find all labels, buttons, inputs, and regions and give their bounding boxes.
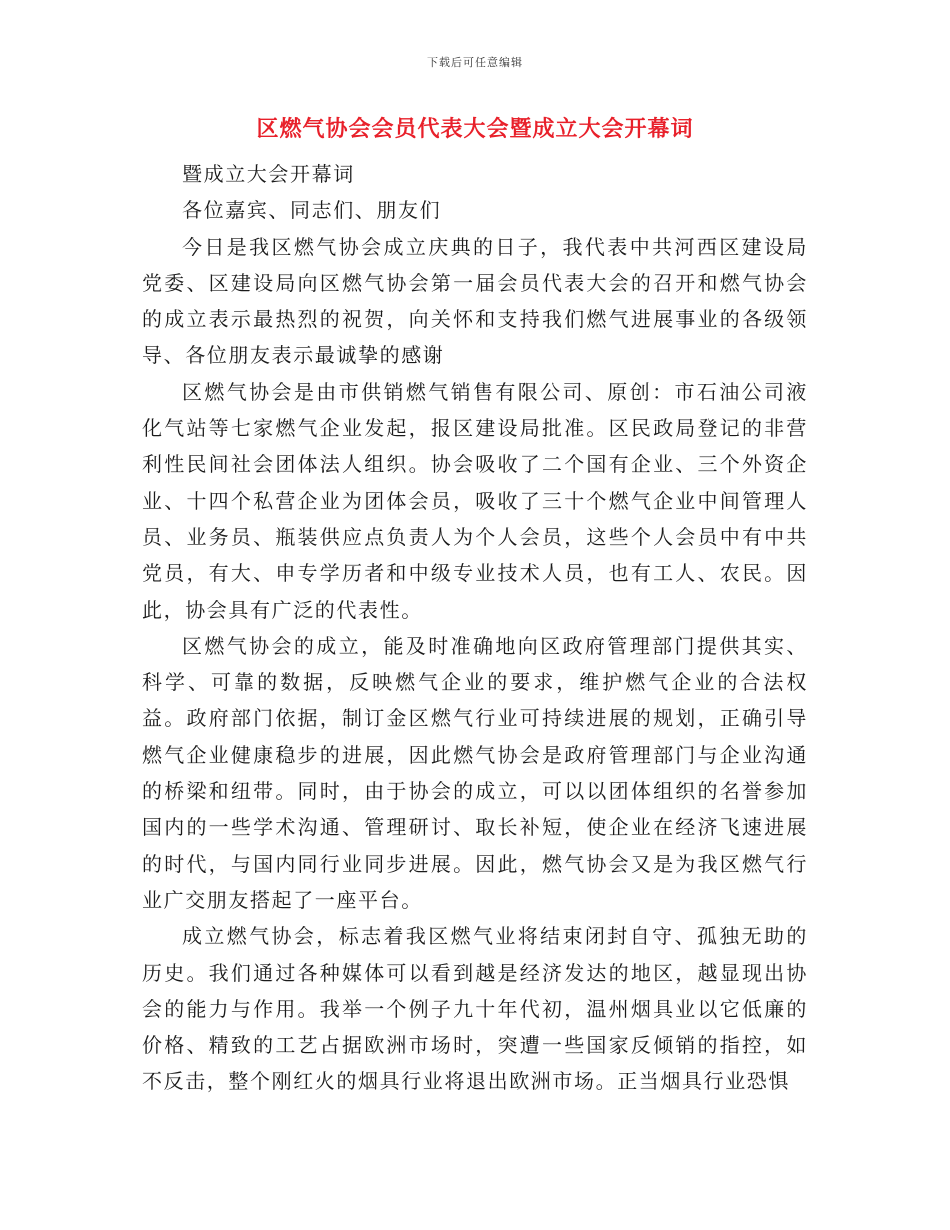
- paragraph: 区燃气协会的成立，能及时准确地向区政府管理部门提供其实、科学、可靠的数据，反映燃气企业的要求，维护燃气企业的合法权益。政府部门依据，制订金区燃气行业可持续进展的规划，正确引导燃气企业健康稳步的进展，因此燃气协会是政府管理部门与企业沟通的桥梁和纽带。同时，由于协会的成立，可以以团体组织的名誉参加国内的一些学术沟通、管理研讨、取长补短，使企业在经济飞速进展的时代，与国内同行业同步进展。因此，燃气协会又是为我区燃气行业广交朋友搭起了一座平台。: [142, 633, 808, 912]
- paragraph: 区燃气协会是由市供销燃气销售有限公司、原创：市石油公司液化气站等七家燃气企业发起，报区建设局批准。区民政局登记的非营利性民间社会团体法人组织。协会吸收了二个国有企业、三个外资企业、十四个私营企业为团体会员，吸收了三十个燃气企业中间管理人员、业务员、瓶装供应点负责人为个人会员，这些个人会员中有中共党员，有大、申专学历者和中级专业技术人员，也有工人、农民。因此，协会具有广泛的代表性。: [142, 379, 808, 622]
- paragraph-subtitle: 暨成立大会开幕词: [182, 162, 355, 186]
- paragraph: 今日是我区燃气协会成立庆典的日子，我代表中共河西区建设局党委、区建设局向区燃气协会第一届会员代表大会的召开和燃气协会的成立表示最热烈的祝贺，向关怀和支持我们燃气进展事业的各级领导、各位朋友表示最诚挚的感谢: [142, 234, 808, 368]
- page-header-note: 下载后可任意编辑: [427, 56, 523, 69]
- document-body: [142, 156, 808, 1100]
- paragraph-salutation: 各位嘉宾、同志们、朋友们: [182, 198, 442, 223]
- paragraph: 成立燃气协会，标志着我区燃气业将结束闭封自守、孤独无助的历史。我们通过各种媒体可以看到越是经济发达的地区，越显现出协会的能力与作用。我举一个例子九十年代初，温州烟具业以它低廉的价格、精致的工艺占据欧洲市场时，突遭一些国家反倾销的指控，如不反击，整个刚红火的烟具行业将退出欧洲市场。正当烟具行业恐惧: [142, 924, 808, 1094]
- document-title: 区燃气协会会员代表大会暨成立大会开幕词: [256, 117, 694, 142]
